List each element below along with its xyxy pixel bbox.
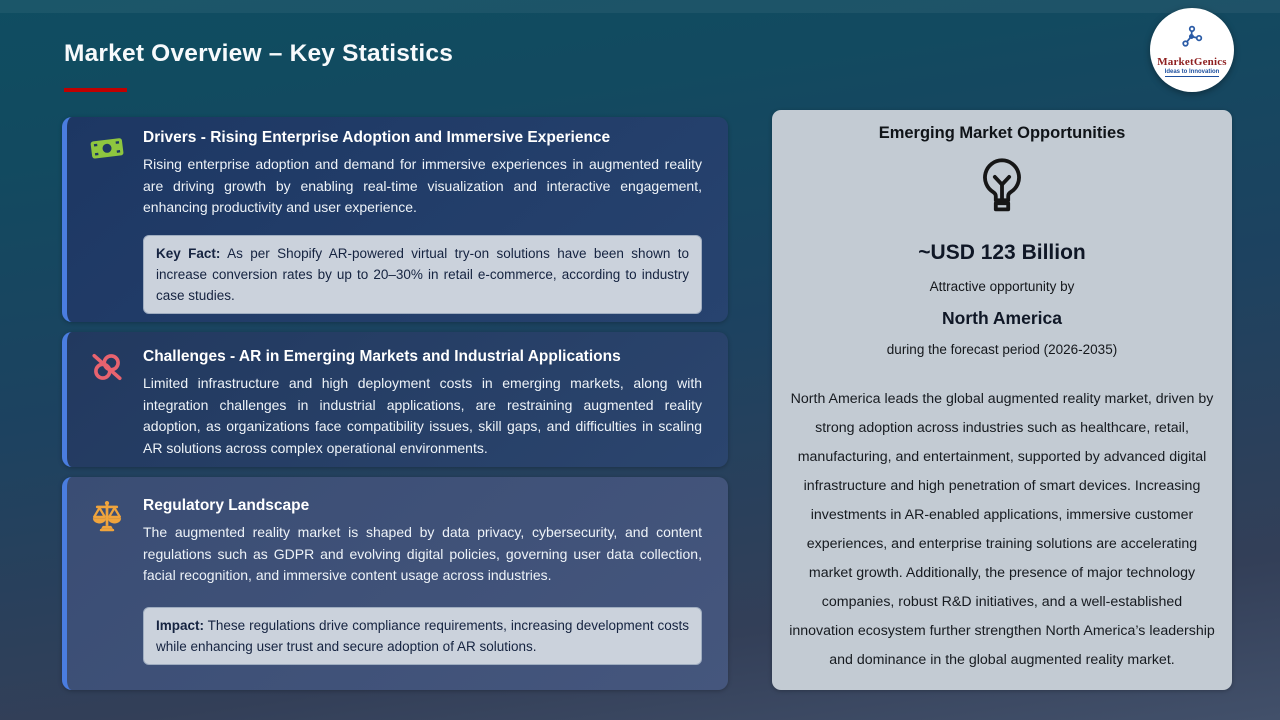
opportunity-panel-title: Emerging Market Opportunities xyxy=(878,124,1126,142)
marketgenics-logo xyxy=(1150,8,1234,92)
opportunity-panel xyxy=(772,110,1232,690)
key-fact-text: As per Shopify AR-powered virtual try-on solutions have been shown to increase conversion rates by up to 20–30% in retail e-commerce, according to industry case studies. xyxy=(156,245,689,303)
title-underline xyxy=(64,88,127,92)
drivers-card-body: Rising enterprise adoption and demand for immersive experiences in augmented reality are driving growth by enabling real-time visualization and interactive engagement, enhancing productivity and user experience. xyxy=(143,156,702,215)
impact-box xyxy=(143,607,702,665)
key-fact-label: Key Fact: xyxy=(156,245,221,261)
challenges-card-title: Challenges - AR in Emerging Markets and Industrial Applications xyxy=(143,348,621,365)
regulatory-card xyxy=(62,477,728,690)
challenges-card xyxy=(62,332,728,467)
regulatory-card-body: The augmented reality market is shaped by data privacy, cybersecurity, and content regulations such as GDPR and evolving digital policies, governing user data collection, facial recognition, and immersive content usage across industries. xyxy=(143,524,702,583)
top-strip-decoration xyxy=(0,0,1280,13)
opportunity-region: North America xyxy=(942,308,1062,328)
broken-link-icon xyxy=(88,348,126,459)
banknote-icon xyxy=(88,129,126,314)
regulatory-card-title: Regulatory Landscape xyxy=(143,497,310,514)
logo-tagline: Ideas to Innovation xyxy=(1164,68,1220,75)
scales-icon xyxy=(88,497,126,665)
opportunity-subtitle: Attractive opportunity by xyxy=(929,279,1075,294)
molecule-icon xyxy=(1179,24,1205,55)
lightbulb-icon xyxy=(788,155,1216,217)
opportunity-description: North America leads the global augmented reality market, driven by strong adoption across industries such as healthcare, retail, manufacturing, and entertainment, supported by advanced digital infrastructure and high penetration of smart devices. Increasing investments in AR-enabled applications, immersive customer experiences, and enterprise training solutions are accelerating market growth. Additionally, the presence of major technology companies, robust R&D initiatives, and a well-established innovation ecosystem further strengthen North America’s leadership and dominance in the global augmented reality market. xyxy=(789,391,1215,668)
page-title: Market Overview – Key Statistics xyxy=(64,40,454,67)
drivers-card xyxy=(62,117,728,322)
impact-label: Impact: xyxy=(156,617,205,633)
logo-name: MarketGenics xyxy=(1157,55,1227,68)
opportunity-period: during the forecast period (2026-2035) xyxy=(886,342,1118,357)
key-fact-box xyxy=(143,235,702,314)
impact-text: These regulations drive compliance requirements, increasing development costs while enhancing user trust and secure adoption of AR solutions. xyxy=(156,617,689,654)
challenges-card-body: Limited infrastructure and high deployment costs in emerging markets, along with integration challenges in industrial applications, are restraining augmented reality adoption, as organizations face compatibility issues, skill gaps, and difficulties in scaling AR solutions across complex operational environments. xyxy=(143,375,702,456)
opportunity-value: ~USD 123 Billion xyxy=(918,241,1086,264)
drivers-card-title: Drivers - Rising Enterprise Adoption and Immersive Experience xyxy=(143,129,611,146)
